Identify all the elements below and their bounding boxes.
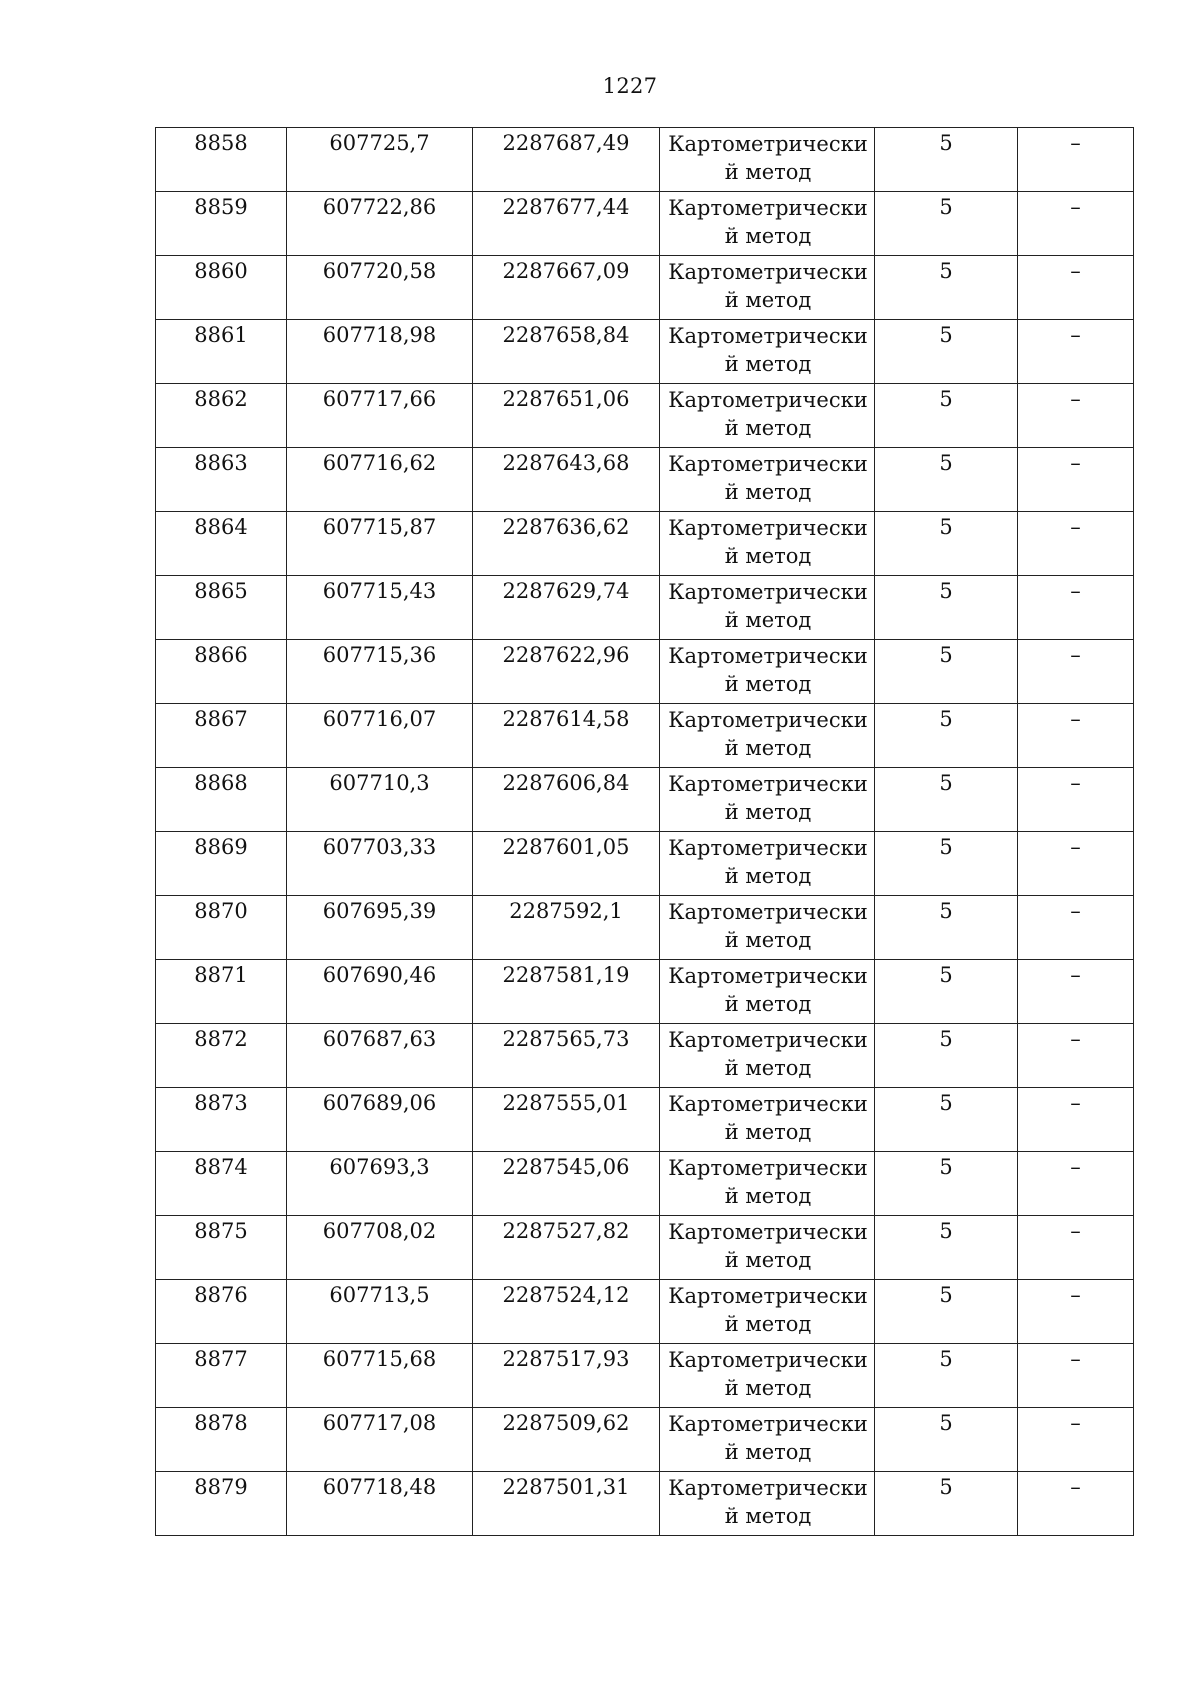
point-number-cell [156,192,287,256]
table-row [156,768,1134,832]
accuracy-cell [875,1216,1018,1280]
method-cell [660,1280,875,1344]
x-coordinate-cell [287,832,473,896]
x-coordinate-cell [287,768,473,832]
description-cell [1018,960,1134,1024]
description-cell-text: – [1070,259,1081,283]
accuracy-cell [875,960,1018,1024]
description-cell [1018,1344,1134,1408]
point-number-cell [156,1088,287,1152]
description-cell-text: – [1070,1283,1081,1307]
description-cell [1018,512,1134,576]
point-number-cell [156,128,287,192]
point-number-cell-text: 8873 [194,1091,248,1115]
y-coordinate-cell [473,704,660,768]
x-coordinate-cell [287,320,473,384]
y-coordinate-cell [473,768,660,832]
accuracy-cell-text: 5 [939,1155,953,1179]
method-cell-text: Картометрически й метод [668,708,868,760]
description-cell [1018,384,1134,448]
description-cell-text: – [1070,707,1081,731]
description-cell [1018,1408,1134,1472]
x-coordinate-cell-text: 607689,06 [322,1091,437,1115]
accuracy-cell-text: 5 [939,1411,953,1435]
method-cell [660,960,875,1024]
table-row [156,640,1134,704]
accuracy-cell [875,832,1018,896]
accuracy-cell-text: 5 [939,643,953,667]
point-number-cell [156,768,287,832]
method-cell-text: Картометрически й метод [668,1284,868,1336]
accuracy-cell [875,1344,1018,1408]
table-row [156,1280,1134,1344]
table-row [156,704,1134,768]
table-row [156,1216,1134,1280]
accuracy-cell-text: 5 [939,1347,953,1371]
x-coordinate-cell-text: 607716,07 [322,707,437,731]
description-cell [1018,640,1134,704]
accuracy-cell-text: 5 [939,771,953,795]
method-cell-text: Картометрически й метод [668,1476,868,1528]
description-cell-text: – [1070,323,1081,347]
accuracy-cell [875,512,1018,576]
description-cell-text: – [1070,1347,1081,1371]
x-coordinate-cell-text: 607715,68 [322,1347,437,1371]
accuracy-cell [875,192,1018,256]
y-coordinate-cell [473,512,660,576]
x-coordinate-cell [287,448,473,512]
x-coordinate-cell [287,256,473,320]
point-number-cell [156,256,287,320]
accuracy-cell [875,1280,1018,1344]
point-number-cell-text: 8859 [194,195,248,219]
y-coordinate-cell-text: 2287643,68 [502,451,630,475]
y-coordinate-cell-text: 2287677,44 [502,195,630,219]
point-number-cell-text: 8871 [194,963,248,987]
y-coordinate-cell [473,1472,660,1536]
table-row [156,1152,1134,1216]
table-row [156,192,1134,256]
y-coordinate-cell [473,192,660,256]
description-cell [1018,1024,1134,1088]
accuracy-cell-text: 5 [939,387,953,411]
method-cell-text: Картометрически й метод [668,1092,868,1144]
x-coordinate-cell-text: 607715,87 [322,515,437,539]
y-coordinate-cell [473,1152,660,1216]
x-coordinate-cell-text: 607716,62 [322,451,437,475]
y-coordinate-cell [473,576,660,640]
accuracy-cell-text: 5 [939,835,953,859]
method-cell-text: Картометрически й метод [668,772,868,824]
x-coordinate-cell-text: 607693,3 [329,1155,430,1179]
description-cell-text: – [1070,515,1081,539]
y-coordinate-cell [473,1408,660,1472]
description-cell-text: – [1070,1411,1081,1435]
description-cell-text: – [1070,1219,1081,1243]
method-cell [660,192,875,256]
accuracy-cell-text: 5 [939,1475,953,1499]
method-cell-text: Картометрически й метод [668,324,868,376]
table-row [156,1088,1134,1152]
y-coordinate-cell [473,1344,660,1408]
point-number-cell-text: 8858 [194,131,248,155]
x-coordinate-cell-text: 607720,58 [322,259,437,283]
point-number-cell-text: 8872 [194,1027,248,1051]
y-coordinate-cell [473,1024,660,1088]
description-cell [1018,1088,1134,1152]
point-number-cell [156,384,287,448]
method-cell-text: Картометрически й метод [668,644,868,696]
x-coordinate-cell-text: 607718,98 [322,323,437,347]
y-coordinate-cell-text: 2287555,01 [502,1091,630,1115]
y-coordinate-cell-text: 2287636,62 [502,515,630,539]
description-cell-text: – [1070,835,1081,859]
y-coordinate-cell [473,256,660,320]
point-number-cell-text: 8869 [194,835,248,859]
description-cell [1018,768,1134,832]
method-cell [660,448,875,512]
point-number-cell [156,1216,287,1280]
method-cell [660,256,875,320]
method-cell [660,1024,875,1088]
table-row [156,1344,1134,1408]
table-row [156,1408,1134,1472]
point-number-cell-text: 8866 [194,643,248,667]
y-coordinate-cell-text: 2287651,06 [502,387,630,411]
x-coordinate-cell-text: 607717,08 [322,1411,437,1435]
method-cell-text: Картометрически й метод [668,1220,868,1272]
x-coordinate-cell [287,896,473,960]
x-coordinate-cell-text: 607717,66 [322,387,437,411]
x-coordinate-cell [287,512,473,576]
x-coordinate-cell-text: 607715,36 [322,643,437,667]
description-cell-text: – [1070,451,1081,475]
point-number-cell [156,896,287,960]
point-number-cell-text: 8862 [194,387,248,411]
y-coordinate-cell-text: 2287565,73 [502,1027,630,1051]
method-cell [660,896,875,960]
y-coordinate-cell-text: 2287592,1 [509,899,623,923]
y-coordinate-cell [473,832,660,896]
y-coordinate-cell-text: 2287629,74 [502,579,630,603]
accuracy-cell-text: 5 [939,195,953,219]
y-coordinate-cell-text: 2287517,93 [502,1347,630,1371]
accuracy-cell-text: 5 [939,1283,953,1307]
accuracy-cell [875,448,1018,512]
y-coordinate-cell [473,128,660,192]
table-row [156,896,1134,960]
accuracy-cell-text: 5 [939,1091,953,1115]
description-cell [1018,1216,1134,1280]
point-number-cell-text: 8878 [194,1411,248,1435]
x-coordinate-cell [287,192,473,256]
y-coordinate-cell-text: 2287581,19 [502,963,630,987]
x-coordinate-cell [287,1024,473,1088]
x-coordinate-cell [287,1216,473,1280]
x-coordinate-cell [287,640,473,704]
y-coordinate-cell [473,640,660,704]
x-coordinate-cell [287,1344,473,1408]
table-row [156,1024,1134,1088]
x-coordinate-cell [287,1152,473,1216]
accuracy-cell-text: 5 [939,259,953,283]
x-coordinate-cell-text: 607690,46 [322,963,437,987]
description-cell-text: – [1070,643,1081,667]
accuracy-cell [875,1088,1018,1152]
x-coordinate-cell-text: 607718,48 [322,1475,437,1499]
point-number-cell [156,1472,287,1536]
accuracy-cell-text: 5 [939,131,953,155]
method-cell-text: Картометрически й метод [668,132,868,184]
method-cell-text: Картометрически й метод [668,900,868,952]
accuracy-cell [875,768,1018,832]
x-coordinate-cell [287,128,473,192]
x-coordinate-cell [287,1280,473,1344]
description-cell [1018,448,1134,512]
accuracy-cell-text: 5 [939,1027,953,1051]
x-coordinate-cell [287,1472,473,1536]
point-number-cell [156,1280,287,1344]
description-cell [1018,1472,1134,1536]
y-coordinate-cell [473,448,660,512]
coordinates-table [155,127,1134,1536]
y-coordinate-cell-text: 2287527,82 [502,1219,630,1243]
description-cell [1018,704,1134,768]
table-row [156,448,1134,512]
y-coordinate-cell [473,1216,660,1280]
point-number-cell-text: 8879 [194,1475,248,1499]
method-cell [660,832,875,896]
point-number-cell [156,448,287,512]
accuracy-cell [875,1472,1018,1536]
x-coordinate-cell [287,960,473,1024]
x-coordinate-cell-text: 607713,5 [329,1283,430,1307]
description-cell-text: – [1070,899,1081,923]
point-number-cell [156,704,287,768]
table-row [156,384,1134,448]
y-coordinate-cell [473,960,660,1024]
x-coordinate-cell-text: 607715,43 [322,579,437,603]
method-cell-text: Картометрически й метод [668,516,868,568]
coordinates-table-body [156,128,1134,1536]
description-cell-text: – [1070,195,1081,219]
method-cell [660,1344,875,1408]
description-cell-text: – [1070,963,1081,987]
y-coordinate-cell [473,896,660,960]
accuracy-cell-text: 5 [939,1219,953,1243]
method-cell [660,1472,875,1536]
point-number-cell [156,640,287,704]
accuracy-cell-text: 5 [939,963,953,987]
y-coordinate-cell-text: 2287687,49 [502,131,630,155]
x-coordinate-cell-text: 607722,86 [322,195,437,219]
y-coordinate-cell [473,320,660,384]
accuracy-cell-text: 5 [939,515,953,539]
method-cell-text: Картометрически й метод [668,1348,868,1400]
accuracy-cell-text: 5 [939,451,953,475]
point-number-cell-text: 8874 [194,1155,248,1179]
x-coordinate-cell-text: 607687,63 [322,1027,437,1051]
accuracy-cell [875,640,1018,704]
accuracy-cell-text: 5 [939,579,953,603]
accuracy-cell [875,1152,1018,1216]
method-cell [660,1408,875,1472]
point-number-cell [156,576,287,640]
point-number-cell [156,960,287,1024]
method-cell [660,320,875,384]
point-number-cell-text: 8875 [194,1219,248,1243]
point-number-cell [156,832,287,896]
description-cell [1018,896,1134,960]
point-number-cell [156,1408,287,1472]
table-row [156,576,1134,640]
description-cell [1018,192,1134,256]
method-cell-text: Картометрически й метод [668,388,868,440]
accuracy-cell-text: 5 [939,323,953,347]
method-cell-text: Картометрически й метод [668,1156,868,1208]
method-cell [660,512,875,576]
method-cell [660,1152,875,1216]
x-coordinate-cell-text: 607725,7 [329,131,430,155]
description-cell-text: – [1070,1475,1081,1499]
point-number-cell [156,1344,287,1408]
method-cell [660,1088,875,1152]
method-cell [660,384,875,448]
method-cell-text: Картометрически й метод [668,260,868,312]
method-cell-text: Картометрически й метод [668,1028,868,1080]
accuracy-cell [875,1024,1018,1088]
accuracy-cell [875,704,1018,768]
x-coordinate-cell-text: 607710,3 [329,771,430,795]
accuracy-cell-text: 5 [939,707,953,731]
method-cell-text: Картометрически й метод [668,964,868,1016]
point-number-cell-text: 8860 [194,259,248,283]
y-coordinate-cell [473,1088,660,1152]
description-cell [1018,256,1134,320]
description-cell [1018,576,1134,640]
table-row [156,832,1134,896]
accuracy-cell [875,128,1018,192]
accuracy-cell [875,576,1018,640]
point-number-cell-text: 8865 [194,579,248,603]
method-cell [660,128,875,192]
y-coordinate-cell-text: 2287622,96 [502,643,630,667]
description-cell-text: – [1070,1027,1081,1051]
point-number-cell [156,1152,287,1216]
point-number-cell [156,320,287,384]
x-coordinate-cell-text: 607708,02 [322,1219,437,1243]
y-coordinate-cell-text: 2287524,12 [502,1283,630,1307]
description-cell-text: – [1070,771,1081,795]
accuracy-cell [875,320,1018,384]
x-coordinate-cell [287,384,473,448]
accuracy-cell [875,384,1018,448]
description-cell-text: – [1070,579,1081,603]
point-number-cell-text: 8867 [194,707,248,731]
method-cell-text: Картометрически й метод [668,1412,868,1464]
table-row [156,960,1134,1024]
y-coordinate-cell-text: 2287601,05 [502,835,630,859]
method-cell-text: Картометрически й метод [668,580,868,632]
x-coordinate-cell [287,704,473,768]
description-cell-text: – [1070,387,1081,411]
y-coordinate-cell-text: 2287614,58 [502,707,630,731]
method-cell-text: Картометрически й метод [668,196,868,248]
description-cell-text: – [1070,131,1081,155]
page-number: 1227 [602,74,658,98]
table-row [156,256,1134,320]
point-number-cell-text: 8864 [194,515,248,539]
x-coordinate-cell [287,1088,473,1152]
point-number-cell-text: 8877 [194,1347,248,1371]
description-cell [1018,128,1134,192]
y-coordinate-cell-text: 2287606,84 [502,771,630,795]
description-cell [1018,832,1134,896]
y-coordinate-cell-text: 2287501,31 [502,1475,630,1499]
accuracy-cell [875,256,1018,320]
description-cell [1018,1280,1134,1344]
method-cell-text: Картометрически й метод [668,452,868,504]
method-cell [660,576,875,640]
y-coordinate-cell-text: 2287545,06 [502,1155,630,1179]
y-coordinate-cell-text: 2287667,09 [502,259,630,283]
y-coordinate-cell-text: 2287658,84 [502,323,630,347]
point-number-cell-text: 8876 [194,1283,248,1307]
point-number-cell-text: 8870 [194,899,248,923]
y-coordinate-cell [473,1280,660,1344]
method-cell [660,1216,875,1280]
description-cell [1018,1152,1134,1216]
x-coordinate-cell [287,576,473,640]
description-cell-text: – [1070,1155,1081,1179]
point-number-cell-text: 8861 [194,323,248,347]
point-number-cell [156,512,287,576]
x-coordinate-cell [287,1408,473,1472]
accuracy-cell [875,896,1018,960]
point-number-cell-text: 8868 [194,771,248,795]
description-cell [1018,320,1134,384]
x-coordinate-cell-text: 607703,33 [322,835,437,859]
method-cell [660,704,875,768]
accuracy-cell-text: 5 [939,899,953,923]
method-cell-text: Картометрически й метод [668,836,868,888]
description-cell-text: – [1070,1091,1081,1115]
point-number-cell [156,1024,287,1088]
table-row [156,320,1134,384]
method-cell [660,768,875,832]
y-coordinate-cell-text: 2287509,62 [502,1411,630,1435]
y-coordinate-cell [473,384,660,448]
table-row [156,512,1134,576]
table-row [156,128,1134,192]
accuracy-cell [875,1408,1018,1472]
method-cell [660,640,875,704]
point-number-cell-text: 8863 [194,451,248,475]
x-coordinate-cell-text: 607695,39 [322,899,437,923]
table-row [156,1472,1134,1536]
